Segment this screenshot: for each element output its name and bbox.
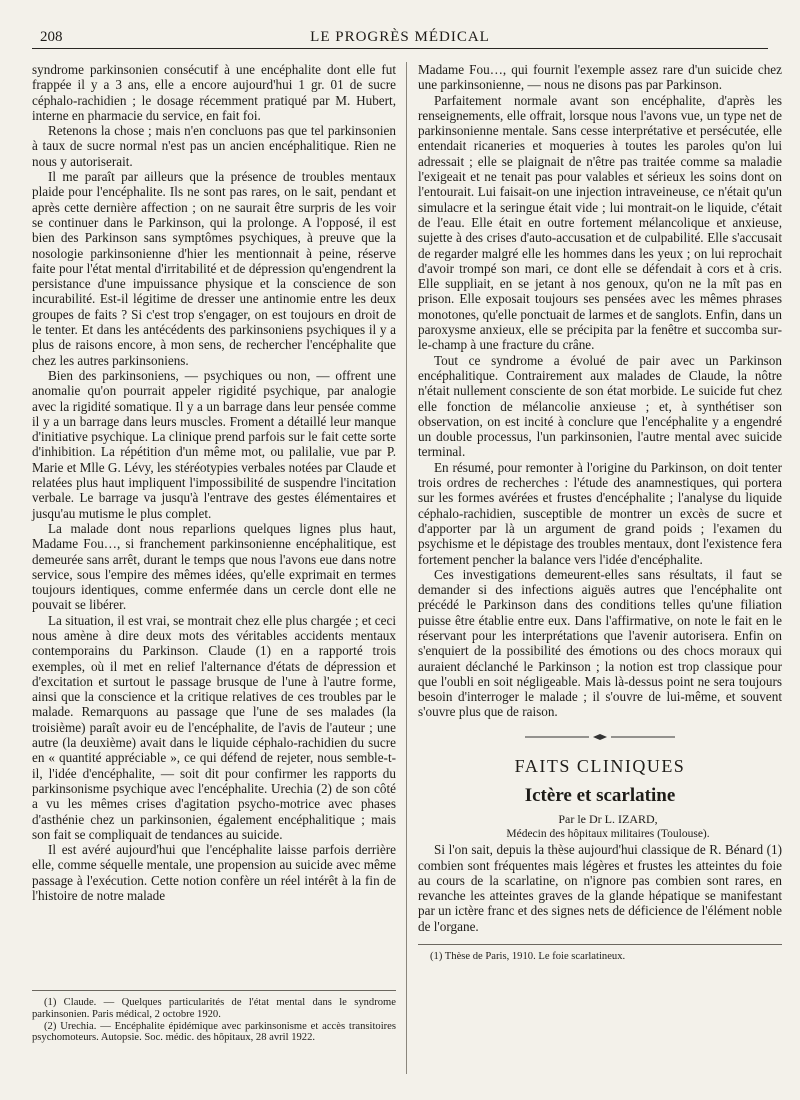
footnote: (1) Claude. — Quelques particularités de l'état mental dans le syndrome parkinsonien. Paris médical, 2 octobre 1920. [32,997,396,1020]
paragraph: Il me paraît par ailleurs que la présence de troubles mentaux plaide pour l'encéphalite. Ils ne sont pas rares, on le sait, pendant et après cette dernière affection ; on ne saurait être surpris de les voir se continuer dans le Parkinson, qui la prolonge. A l'opposé, il est bien des Parkinson sans symptômes psychiques, à preuve que la nosologie parkinsonienne d'hier les mentionnait à peine, réserve faite pour l'état mental d'irritabilité et de dépression qu'engendrent la persistance d'une impuissance physique et la conscience de son incurabilité. Est-il légitime de dresser une antinomie entre les deux groupes de faits ? Si c'est trop s'engager, on est toujours en droit de le tenter. Et dans les antécédents des parkinsoniens psychiques il y a plus de raisons encore, à mon sens, de rechercher l'encéphalite que chez les autres parkinsoniens. [32,169,396,368]
ornament-divider-icon [525,733,675,741]
left-column [32,62,396,903]
article-byline: Par le Dr L. IZARD, [558,811,658,826]
paragraph: Ces investigations demeurent-elles sans résultats, il faut se demander si des infections aiguës autres que l'encéphalite ont précédé le Parkinson dans des conditions telles qu'une filiation puisse être établie entre eux. Dans l'affirmative, on note le fait en le réservant pour les interprétations que l'avenir autorisera. Enfin on s'enquiert de la possibilité des émotions ou des chocs moraux qui auraient déclanché le Parkinson ; la notion est trop classique pour que l'oubli en soit négligeable. Mais là-dessus point ne sera toujours besoin d'interroger le malade ; il s'ouvre de lui-même, et souvent s'ouvre plus que de raison. [418,566,782,720]
column-divider [406,62,407,1074]
paragraph: La malade dont nous reparlions quelques lignes plus haut, Madame Fou…, si franchement parkinsonienne encéphalitique, est demeurée sans arrêt, durant le temps que nous l'avons eue dans notre service, sous l'empire des mêmes idées, qu'elle exprimait en termes toujours identiques, comme enfermée dans un cercle dont elle ne pouvait se libérer. [32,520,396,613]
paragraph: Tout ce syndrome a évolué de pair avec un Parkinson encéphalitique. Contrairement aux malades de Claude, la nôtre n'était nullement consciente de son état morbide. Le suicide fut chez elle fonction de mélancolie anxieuse ; et, à synthétiser son observation, on est incité à conclure que l'encéphalite y a engendré un double processus, l'un parkinsonien, l'autre mental avec suicide terminal. [418,352,782,460]
paragraph: La situation, il est vrai, se montrait chez elle plus chargée ; et ceci nous amène à dire deux mots des véritables accidents mentaux contemporains du Parkinson. Claude (1) en a rapporté trois exemples, où il met en relief l'alternance d'états de dépression et d'excitation et surtout le passage brusque de l'une à l'autre forme, ainsi que la conscience et la critique relatives de ces troubles par le malade. Remarquons au passage que l'une de ses malades (la troisième) paraît avoir eu de l'encéphalite, de l'avis de l'auteur ; une autre (la deuxième) avait dans le liquide céphalo-rachidien du sucre en « quantité appréciable », ce qui défend de rejeter, nous semble-t-il, l'idée d'encéphalite, — soit dit pour confirmer les rapports du parkinsonisme psychique avec l'encéphalite. Urechia (2) de son côté a vu les mêmes crises d'agitation psycho-motrice avec phases d'asthénie chez un parkinsonien, également encéphalitique ; mais son fait se compliquait de tendances au suicide. [32,612,396,842]
paragraph: Bien des parkinsoniens, — psychiques ou non, — offrent une anomalie qu'on pourrait appeler rigidité psychique, par analogie avec la rigidité somatique. Il y a un barrage dans leur pensée comme il y a un barrage dans leurs muscles. Froment a détaillé leur manque d'initiative psychique. La clinique prend parfois sur le fait cette sorte d'inhibition. La répétition d'un même mot, ou palilalie, vue par P. Marie et Mlle G. Lévy, les stéréotypies verbales notées par Claude et relatées plus haut impliquent l'impossibilité de suspendre l'incitation verbale. Le barrage va jusqu'à l'entrave des gestes élémentaires et jusqu'au mutisme le plus complet. [32,367,396,521]
left-footnotes [32,990,396,1044]
section-title: FAITS CLINIQUES [514,756,686,777]
paragraph: Retenons la chose ; mais n'en concluons pas que tel parkinsonien à taux de sucre normal n'est pas un ancien encéphalitique. Rien ne nous y autoriserait. [32,123,396,169]
article-title: Ictère et scarlatine [524,785,676,807]
right-column [418,62,782,963]
paragraph: Si l'on sait, depuis la thèse aujourd'hui classique de R. Bénard (1) combien sont fréquentes mais légères et frustes les atteintes du foie au cours de la scarlatine, on n'ignore pas combien sont rares, en revanche les atteintes graves de la glande hépatique se manifestant par un ictère franc et des signes nets de déficience de l'élément noble de l'organe. [418,842,782,934]
right-footnotes [418,944,782,963]
footnote: (1) Thèse de Paris, 1910. Le foie scarlatineux. [430,951,626,963]
author-affiliation: Médecin des hôpitaux militaires (Toulouse). [506,827,710,840]
ornamental-rule [418,730,782,745]
page-header [32,26,768,49]
footnote: (2) Urechia. — Encéphalite épidémique avec parkinsonisme et accès transitoires psychomoteurs. Autopsie. Soc. médic. des hôpitaux, 28 avril 1922. [32,1020,396,1044]
paragraph: Il est avéré aujourd'hui que l'encéphalite laisse parfois derrière elle, comme séquelle mentale, une propension au suicide avec même passage à l'exécution. Cette notion confère un réel intérêt à la fin de l'histoire de notre malade [32,842,396,904]
paragraph: Madame Fou…, qui fournit l'exemple assez rare d'un suicide chez une parkinsonienne, — nous ne disons pas par Parkinson. [418,62,782,93]
paragraph: En résumé, pour remonter à l'origine du Parkinson, on doit tenter trois ordres de recherches : l'étude des anamnestiques, qui portera sur les formes avérées et frustes d'encéphalite ; l'analyse du liquide céphalo-rachidien, susceptible de montrer un excès de sucre et d'apporter par là un argument de grand poids ; l'examen du psychisme et le dépistage des troubles mentaux, dont l'existence fera fortement pencher la balance vers l'idée d'encéphalite. [418,459,782,567]
page-number: 208 [40,29,63,45]
paragraph: Parfaitement normale avant son encéphalite, d'après les renseignements, elle offrait, lorsque nous l'avons vue, un type net de parkinsonienne mentale. Sans cesse interprétative et persécutée, elle entendait ricaneries et moqueries à toutes les paroles qu'on lui adressait ; elle se plaignait de n'être pas traitée comme sa maladie l'exigeait et ne tenait pas pour valables et sérieux les soins dont on l'entourait. Lui faisait-on une injection intraveineuse, ce n'était qu'un simulacre et la seringue était vide ; lui montrait-on le liquide, c'était de l'eau. Elle était en outre fortement mélancolique et anxieuse, sujette à des crises d'auto-accusation et de culpabilité. Elle s'accusait de regarder malgré elle les hommes dans les yeux ; on lui reprochait d'avoir trompé son mari, ce dont elle se défendait à cors et à cris. Elle suppliait, en se jetant à nos genoux, qu'on ne la mît pas en prison. Elle exposait toujours ses pensées avec les mêmes phrases monotones, qu'elle ponctuait de larmes et de sanglots. Enfin, dans un paroxysme anxieux, elle se précipita par la fenêtre et succomba sur-le-champ à une fracture du crâne. [418,92,782,353]
journal-title: LE PROGRÈS MÉDICAL [310,29,490,45]
paragraph: syndrome parkinsonien consécutif à une encéphalite dont elle fut frappée il y a 3 ans, elle a encore aujourd'hui 1 gr. 01 de sucre céphalo-rachidien ; le dosage récemment pratiqué par M. Hubert, interne en pharmacie du service, en fait foi. [32,62,396,123]
